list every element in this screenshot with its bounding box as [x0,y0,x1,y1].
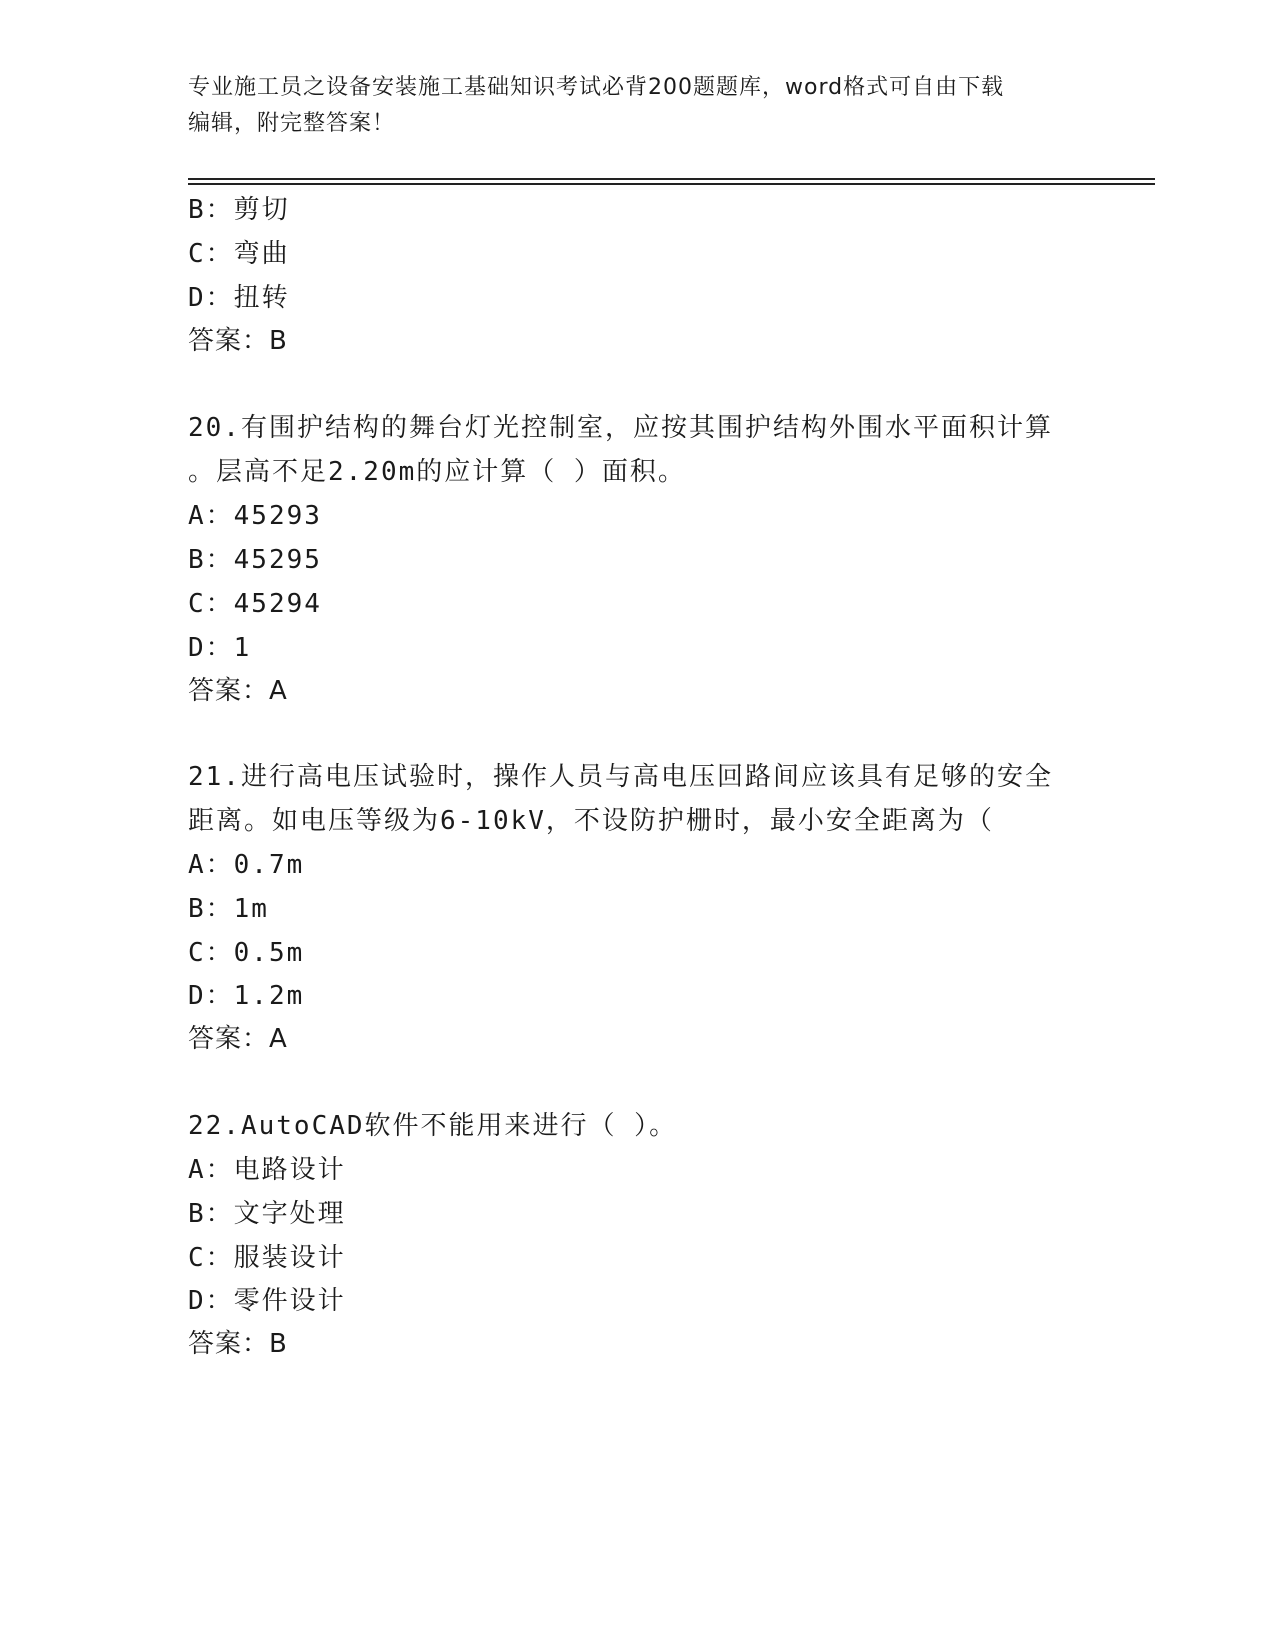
q20-text-line-2: 。层高不足2.20m的应计算（ ）面积。 [188,457,686,487]
q19-option-c: C：弯曲 [188,239,290,269]
document-header [188,70,1088,142]
header-line-2: 编辑，附完整答案！ [188,111,396,136]
q21-text-line-1: 21.进行高电压试验时，操作人员与高电压回路间应该具有足够的安全 [188,762,1053,792]
q21-text-line-2: 距离。如电压等级为6-10kV，不设防护栅时，最小安全距离为（ [188,806,994,836]
q20-option-a: A：45293 [188,501,322,531]
q20-option-b: B：45295 [188,545,322,575]
q21-option-b: B：1m [188,894,269,924]
q20-option-d: D：1 [188,633,252,663]
q20-option-c: C：45294 [188,589,322,619]
q22-option-d: D：零件设计 [188,1286,346,1316]
q22-text-line-1: 22.AutoCAD软件不能用来进行（ ）。 [188,1111,678,1141]
q22-option-b: B：文字处理 [188,1199,346,1229]
q20-text-line-1: 20.有围护结构的舞台灯光控制室，应按其围护结构外围水平面积计算 [188,413,1053,443]
q21-answer: 答案：A [188,1024,288,1054]
q19-answer: 答案：B [188,326,288,356]
q19-option-b: B：剪切 [188,195,290,225]
q21-option-a: A：0.7m [188,850,305,880]
q21-option-c: C：0.5m [188,938,305,968]
q20-answer: 答案：A [188,676,288,706]
q22-option-c: C：服装设计 [188,1243,346,1273]
q19-option-d: D：扭转 [188,283,290,313]
q22-option-a: A：电路设计 [188,1155,346,1185]
header-divider-bottom [188,183,1155,185]
header-line-1: 专业施工员之设备安装施工基础知识考试必背200题题库，word格式可自由下载 [188,75,1005,100]
q22-answer: 答案：B [188,1329,288,1359]
q21-option-d: D：1.2m [188,981,305,1011]
header-divider-top [188,178,1155,180]
